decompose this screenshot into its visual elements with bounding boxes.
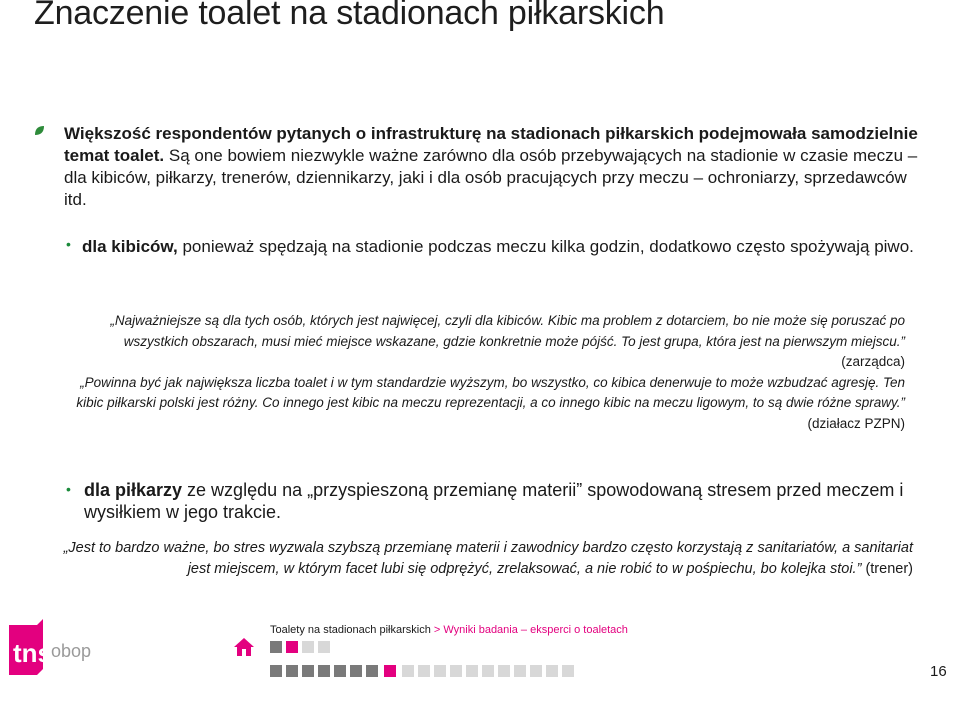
breadcrumb-current: Wyniki badania – eksperci o toaletach bbox=[443, 624, 628, 636]
fans-quotes bbox=[60, 311, 905, 434]
players-bold: dla piłkarzy bbox=[84, 480, 183, 500]
logo-tns-text: tns bbox=[13, 638, 52, 668]
quote-coach-source: (trener) bbox=[861, 560, 913, 577]
progress-square bbox=[302, 641, 314, 653]
fans-text: ponieważ spędzają na stadionie podczas meczu kilka godzin, dodatkowo często spożywają piwo. bbox=[177, 237, 914, 256]
slide-square bbox=[466, 665, 478, 677]
intro-text: Są one bowiem niezwykle ważne zarówno dla osób przebywających na stadionie w czasie meczu – dla kibiców, piłkarzy, trenerów, dziennikarzy, jaki i dla osób pracujących przy meczu – ochroniarzy, sprzedawców itd. bbox=[64, 146, 918, 209]
quote-coach: „Jest to bardzo ważne, bo stres wyzwala szybszą przemianę materii i zawodnicy bardzo często korzystają z sanitariatów, a sanitariat jest miejscem, w którym facet lubi się odprężyć, zrelaksować, a nie robić to w pośpiechu, bo kolejka stoi.” bbox=[63, 540, 913, 577]
progress-square-current bbox=[286, 641, 298, 653]
quote-manager: „Najważniejsze są dla tych osób, których jest najwięcej, czyli dla kibiców. Kibic ma problem z dotarciem, bo nie może się poruszać po wszystkich obszarach, musi mieć miejsce wskazane, gdzie konkretnie może pójść. To jest grupa, która jest na pierwszym miejscu.” bbox=[110, 313, 905, 349]
intro-paragraph bbox=[64, 123, 926, 211]
slide-square bbox=[286, 665, 298, 677]
slide-square-current bbox=[384, 665, 396, 677]
slide-square bbox=[546, 665, 558, 677]
slide-square bbox=[562, 665, 574, 677]
breadcrumb-root[interactable]: Toalety na stadionach piłkarskich bbox=[270, 624, 431, 636]
logo-obop-text: obop bbox=[51, 641, 92, 661]
page-number: 16 bbox=[930, 663, 947, 680]
fans-bold: dla kibiców, bbox=[82, 237, 178, 256]
page-title: Znaczenie toalet na stadionach piłkarskich bbox=[34, 0, 665, 32]
slide-square bbox=[498, 665, 510, 677]
slide-square bbox=[514, 665, 526, 677]
home-icon[interactable] bbox=[233, 637, 255, 657]
slide-square bbox=[270, 665, 282, 677]
leaf-bullet-icon bbox=[34, 125, 45, 136]
players-text: ze względu na „przyspieszoną przemianę materii” spowodowaną stresem przed meczem i wysiłkiem w jego trakcie. bbox=[84, 480, 904, 522]
players-quote bbox=[60, 538, 913, 579]
quote-pzpn: „Powinna być jak największa liczba toalet i w tym standardzie wyższym, bo wszystko, co kibica denerwuje to może wzbudzać agresję. Ten kibic piłkarski polski jest różny. Co innego jest kibic na meczu reprezentacji, a co innego kibic na meczu ligowym, to są dwie różne sprawy.” bbox=[76, 374, 905, 410]
breadcrumb bbox=[270, 624, 628, 636]
slide-square bbox=[350, 665, 362, 677]
tns-obop-logo bbox=[3, 617, 97, 685]
slide-square bbox=[482, 665, 494, 677]
intro-bold: Większość respondentów pytanych o infrastrukturę na stadionach piłkarskich podejmowała samodzielnie temat toalet. bbox=[64, 124, 918, 165]
slide-square bbox=[318, 665, 330, 677]
quote-manager-source: (zarządca) bbox=[841, 354, 905, 369]
slide-square bbox=[418, 665, 430, 677]
slide-square bbox=[402, 665, 414, 677]
fans-bullet bbox=[82, 236, 932, 258]
bullet-dot-icon: • bbox=[66, 236, 71, 252]
bullet-dot-icon: • bbox=[66, 481, 71, 497]
quote-pzpn-source: (działacz PZPN) bbox=[807, 415, 905, 431]
slide-square bbox=[366, 665, 378, 677]
slide-square bbox=[450, 665, 462, 677]
slide-square bbox=[434, 665, 446, 677]
slide-square bbox=[334, 665, 346, 677]
breadcrumb-separator: > bbox=[430, 624, 444, 636]
progress-square bbox=[270, 641, 282, 653]
players-bullet bbox=[84, 479, 954, 523]
progress-square bbox=[318, 641, 330, 653]
slide-square bbox=[530, 665, 542, 677]
slide-square bbox=[302, 665, 314, 677]
